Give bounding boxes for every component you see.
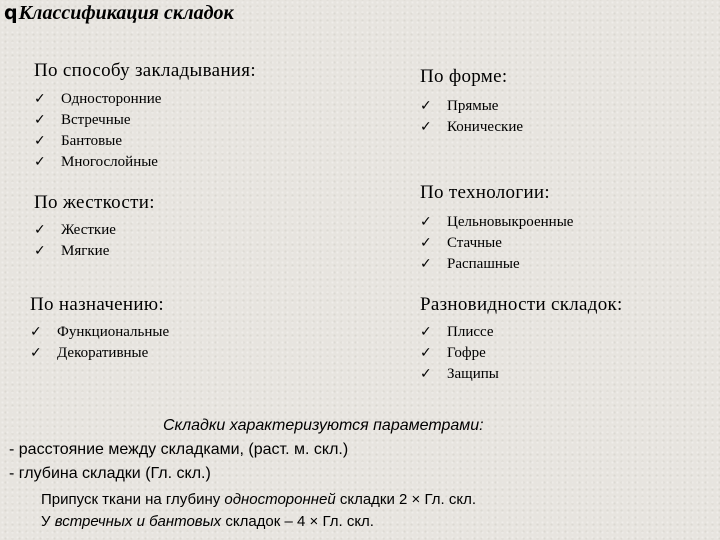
section-laying-heading: По способу закладывания: (34, 60, 256, 81)
section-rigidity-heading: По жесткости: (34, 192, 155, 213)
params-line-depth: - глубина складки (Гл. скл.) (9, 465, 211, 482)
list-item (34, 89, 256, 110)
check-icon: ✓ (420, 119, 432, 135)
list-item (420, 322, 623, 343)
slide-title: Классификация складок (18, 2, 234, 24)
list-item-label: Конические (447, 119, 524, 135)
list-item-label: Стачные (447, 235, 502, 251)
check-icon: ✓ (420, 366, 432, 382)
check-icon: ✓ (420, 214, 432, 230)
list-item (30, 343, 169, 364)
list-item-label: Распашные (447, 256, 520, 272)
check-icon: ✓ (420, 256, 432, 272)
section-technology-heading: По технологии: (420, 182, 550, 203)
section-varieties (420, 294, 623, 385)
section-varieties-list (420, 322, 623, 385)
check-icon: ✓ (420, 98, 432, 114)
allowance-emphasis: односторонней (224, 491, 336, 508)
allowance-text: складок – 4 × Гл. скл. (221, 513, 374, 530)
list-item (30, 322, 169, 343)
slide-title-bar (4, 2, 234, 25)
list-item-label: Односторонние (61, 91, 162, 107)
section-form-heading: По форме: (420, 66, 508, 87)
allowance-text: складки 2 × Гл. скл. (335, 491, 476, 508)
list-item-label: Декоративные (57, 345, 149, 361)
check-icon: ✓ (420, 345, 432, 361)
check-icon: ✓ (34, 222, 46, 238)
list-item-label: Функциональные (57, 324, 170, 340)
check-icon: ✓ (420, 235, 432, 251)
check-icon: ✓ (30, 324, 42, 340)
list-item-label: Защипы (447, 366, 499, 382)
title-bullet: q (4, 2, 18, 24)
section-varieties-heading: Разновидности складок: (420, 294, 623, 315)
section-purpose (30, 294, 169, 364)
check-icon: ✓ (34, 133, 46, 149)
list-item (420, 254, 573, 275)
section-rigidity-list (34, 220, 155, 262)
section-form-list (420, 96, 523, 138)
list-item (34, 110, 256, 131)
check-icon: ✓ (420, 324, 432, 340)
allowance-line-one-sided (41, 491, 476, 508)
list-item-label: Прямые (447, 98, 499, 114)
check-icon: ✓ (34, 112, 46, 128)
section-technology (420, 182, 573, 275)
list-item-label: Мягкие (61, 243, 110, 259)
params-line-distance: - расстояние между складками, (раст. м. скл.) (9, 441, 349, 458)
list-item (420, 96, 523, 117)
check-icon: ✓ (34, 154, 46, 170)
allowance-text: Припуск ткани на глубину (41, 491, 225, 508)
list-item-label: Многослойные (61, 154, 158, 170)
list-item (34, 152, 256, 173)
section-form (420, 66, 523, 138)
list-item-label: Встречные (61, 112, 131, 128)
list-item-label: Цельновыкроенные (447, 214, 574, 230)
list-item (420, 343, 623, 364)
allowance-emphasis: встречных и бантовых (54, 513, 222, 530)
params-heading: Складки характеризуются параметрами: (163, 417, 484, 434)
list-item (34, 131, 256, 152)
check-icon: ✓ (30, 345, 42, 361)
list-item-label: Гофре (447, 345, 486, 361)
section-rigidity (34, 192, 155, 262)
allowance-text: У (41, 513, 55, 530)
section-purpose-heading: По назначению: (30, 294, 164, 315)
section-purpose-list (30, 322, 169, 364)
list-item (420, 364, 623, 385)
section-laying (34, 60, 256, 173)
list-item (34, 220, 155, 241)
check-icon: ✓ (34, 91, 46, 107)
section-technology-list (420, 212, 573, 275)
list-item (420, 212, 573, 233)
list-item-label: Жесткие (61, 222, 116, 238)
list-item (420, 233, 573, 254)
list-item-label: Плиссе (447, 324, 494, 340)
check-icon: ✓ (34, 243, 46, 259)
list-item (34, 241, 155, 262)
section-laying-list (34, 89, 256, 173)
allowance-line-counter-box (41, 513, 374, 530)
list-item (420, 117, 523, 138)
list-item-label: Бантовые (61, 133, 122, 149)
